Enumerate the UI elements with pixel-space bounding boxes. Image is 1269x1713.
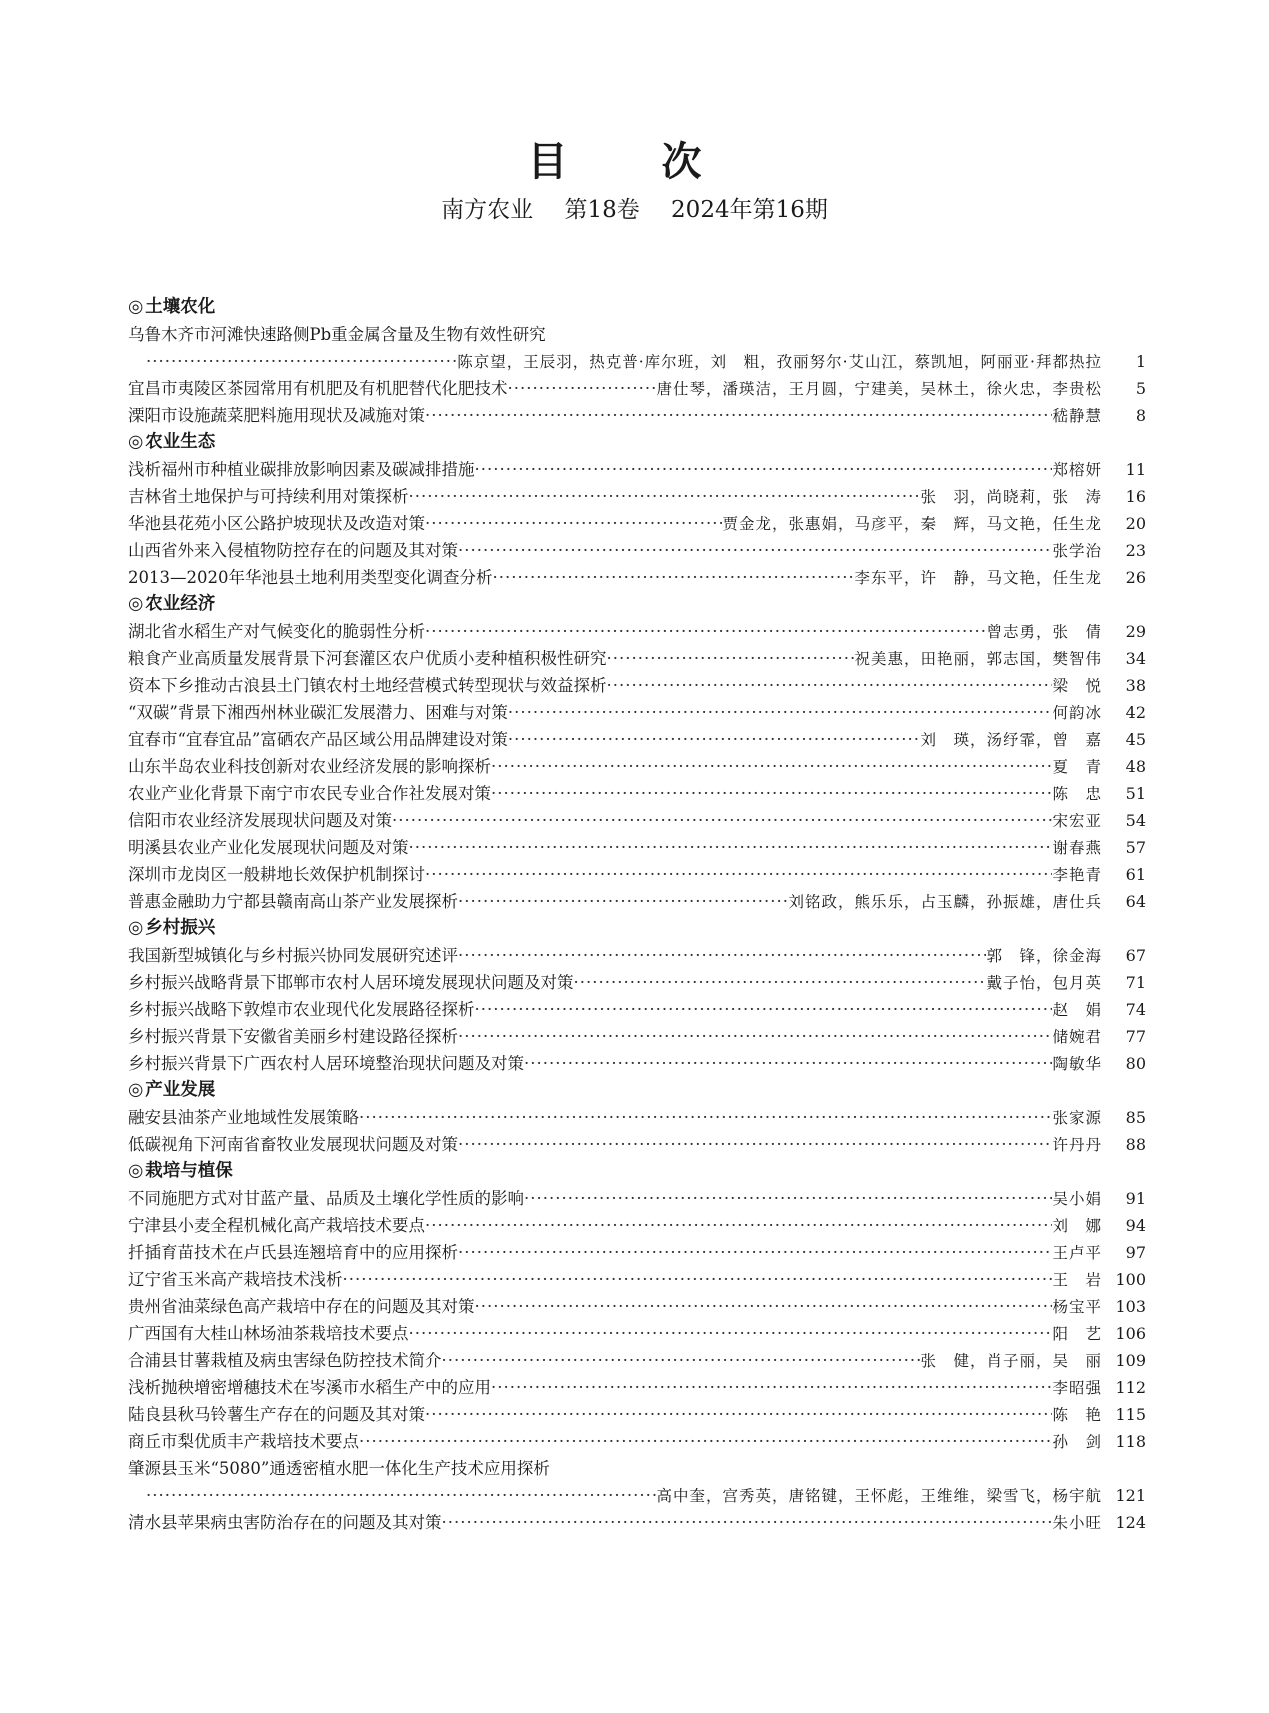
toc-entry[interactable] xyxy=(128,456,1146,483)
section-marker: ◎ xyxy=(128,1161,144,1181)
page-number[interactable]: 118 xyxy=(1115,1432,1146,1451)
article-title[interactable]: 浅析抛秧增密增穗技术在岑溪市水稻生产中的应用 xyxy=(128,1378,491,1397)
page-number[interactable]: 29 xyxy=(1125,622,1146,641)
toc-entry[interactable] xyxy=(128,348,1146,375)
article-title[interactable]: 粮食产业高质量发展背景下河套灌区农户优质小麦种植积极性研究 xyxy=(128,649,607,668)
leader-dots xyxy=(425,861,1052,888)
toc-entry[interactable] xyxy=(128,726,1146,753)
article-authors: 赵 娟 xyxy=(1052,1001,1102,1019)
article-title[interactable]: 资本下乡推动古浪县土门镇农村土地经营模式转型现状与效益探析 xyxy=(128,676,607,695)
article-title[interactable]: 乡村振兴背景下广西农村人居环境整治现状问题及对策 xyxy=(128,1054,524,1073)
leader-dots xyxy=(409,483,921,510)
page-number[interactable]: 106 xyxy=(1115,1324,1146,1343)
article-authors: 阳 艺 xyxy=(1052,1325,1102,1343)
journal-info xyxy=(0,195,1269,225)
article-authors: 杨宝平 xyxy=(1052,1298,1102,1316)
article-authors: 戴子怡，包月英 xyxy=(986,974,1102,992)
article-authors: 陶敏华 xyxy=(1052,1055,1102,1073)
toc-entry[interactable] xyxy=(128,1266,1146,1293)
page-number[interactable]: 124 xyxy=(1115,1513,1146,1532)
toc-entry[interactable] xyxy=(128,1239,1146,1266)
page-title: 目 次 xyxy=(527,139,742,185)
article-title[interactable]: 宜春市“宜春宜品”富硒农产品区域公用品牌建设对策 xyxy=(128,730,508,749)
leader-dots xyxy=(607,645,855,672)
page-number[interactable]: 38 xyxy=(1125,676,1146,695)
toc-entry[interactable] xyxy=(128,807,1146,834)
leader-dots xyxy=(492,564,854,591)
toc-entry[interactable] xyxy=(128,1428,1146,1455)
article-title[interactable]: 宜昌市夷陵区茶园常用有机肥及有机肥替代化肥技术 xyxy=(128,379,508,398)
article-authors: 张学治 xyxy=(1052,542,1102,560)
leader-dots xyxy=(607,672,1053,699)
toc-entry[interactable] xyxy=(128,699,1146,726)
article-authors: 祝美惠，田艳丽，郭志国，樊智伟 xyxy=(854,650,1102,668)
toc-entry[interactable] xyxy=(128,1185,1146,1212)
section-heading xyxy=(128,591,1146,618)
leader-dots xyxy=(458,888,788,915)
article-authors: 陈京望，王辰羽，热克普·库尔班，刘 粗，孜丽努尔·艾山江，蔡凯旭，阿丽亚·拜都热拉 xyxy=(457,353,1102,371)
article-title[interactable]: 2013—2020年华池县土地利用类型变化调查分析 xyxy=(128,568,493,587)
article-authors: 张 健，肖子丽，吴 丽 xyxy=(920,1352,1102,1370)
page-number[interactable]: 88 xyxy=(1125,1135,1146,1154)
page-number[interactable]: 64 xyxy=(1125,892,1146,911)
leader-dots xyxy=(343,1266,1053,1293)
toc-entry[interactable] xyxy=(128,537,1146,564)
toc-entry[interactable] xyxy=(128,780,1146,807)
article-authors: 宋宏亚 xyxy=(1052,812,1102,830)
article-title[interactable]: 低碳视角下河南省畜牧业发展现状问题及对策 xyxy=(128,1135,458,1154)
article-title[interactable]: “双碳”背景下湘西州林业碳汇发展潜力、困难与对策 xyxy=(128,703,508,722)
leader-dots xyxy=(508,726,921,753)
toc-entry[interactable] xyxy=(128,1374,1146,1401)
section-title: 乡村振兴 xyxy=(145,918,216,938)
page-number[interactable]: 94 xyxy=(1125,1216,1146,1235)
article-authors: 王 岩 xyxy=(1052,1271,1102,1289)
article-authors: 梁 悦 xyxy=(1052,677,1102,695)
leader-dots xyxy=(425,1212,1052,1239)
page-number[interactable]: 48 xyxy=(1125,757,1146,776)
toc-entry[interactable] xyxy=(128,834,1146,861)
page-number[interactable]: 20 xyxy=(1125,514,1146,533)
article-authors: 李东平，许 静，马文艳，任生龙 xyxy=(854,569,1102,587)
article-authors: 李昭强 xyxy=(1052,1379,1102,1397)
volume-number: 第18卷 xyxy=(564,197,640,223)
leader-dots xyxy=(425,402,1052,429)
page-number[interactable]: 5 xyxy=(1135,379,1146,398)
toc-entry[interactable] xyxy=(128,618,1146,645)
article-authors: 李艳青 xyxy=(1052,866,1102,884)
article-authors: 谢春燕 xyxy=(1052,839,1102,857)
page-number[interactable]: 109 xyxy=(1115,1351,1146,1370)
section-heading xyxy=(128,1077,1146,1104)
article-title[interactable]: 辽宁省玉米高产栽培技术浅析 xyxy=(128,1270,343,1289)
article-title[interactable]: 融安县油茶产业地域性发展策略 xyxy=(128,1108,359,1127)
table-of-contents xyxy=(128,294,1146,1536)
page-number[interactable]: 23 xyxy=(1125,541,1146,560)
article-title[interactable]: 乡村振兴战略背景下邯郸市农村人居环境发展现状问题及对策 xyxy=(128,973,574,992)
toc-entry[interactable] xyxy=(128,1131,1146,1158)
page-number[interactable]: 67 xyxy=(1125,946,1146,965)
leader-dots xyxy=(409,1320,1053,1347)
section-heading xyxy=(128,294,1146,321)
page-number[interactable]: 112 xyxy=(1115,1378,1146,1397)
article-authors: 曾志勇，张 倩 xyxy=(986,623,1102,641)
article-title[interactable]: 湖北省水稻生产对气候变化的脆弱性分析 xyxy=(128,622,425,641)
leader-dots xyxy=(491,1374,1052,1401)
page-number[interactable]: 42 xyxy=(1125,703,1146,722)
page-number[interactable]: 85 xyxy=(1125,1108,1146,1127)
section-heading xyxy=(128,915,1146,942)
section-marker: ◎ xyxy=(128,432,144,452)
article-title[interactable]: 山西省外来入侵植物防控存在的问题及其对策 xyxy=(128,541,458,560)
leader-dots xyxy=(425,618,986,645)
leader-dots xyxy=(359,1104,1052,1131)
toc-entry[interactable] xyxy=(128,510,1146,537)
article-title[interactable]: 陆良县秋马铃薯生产存在的问题及其对策 xyxy=(128,1405,425,1424)
article-title[interactable]: 贵州省油菜绿色高产栽培中存在的问题及其对策 xyxy=(128,1297,475,1316)
article-authors: 张家源 xyxy=(1052,1109,1102,1127)
toc-entry[interactable] xyxy=(128,1212,1146,1239)
page-number[interactable]: 91 xyxy=(1125,1189,1146,1208)
leader-dots xyxy=(491,780,1052,807)
article-authors: 夏 青 xyxy=(1052,758,1102,776)
leader-dots xyxy=(458,1239,1052,1266)
leader-dots xyxy=(359,1428,1052,1455)
article-authors: 郭 锋，徐金海 xyxy=(986,947,1102,965)
article-authors: 贾金龙，张惠娟，马彦平，秦 辉，马文艳，任生龙 xyxy=(722,515,1102,533)
toc-entry[interactable] xyxy=(128,888,1146,915)
article-title[interactable]: 乌鲁木齐市河滩快速路侧Pb重金属含量及生物有效性研究 xyxy=(128,325,546,344)
article-title[interactable]: 信阳市农业经济发展现状问题及对策 xyxy=(128,811,392,830)
article-title[interactable]: 明溪县农业产业化发展现状问题及对策 xyxy=(128,838,409,857)
toc-entry-title-line[interactable] xyxy=(128,321,1146,348)
article-authors: 郑榕妍 xyxy=(1052,461,1102,479)
article-authors: 孙 剑 xyxy=(1052,1433,1102,1451)
leader-dots xyxy=(458,1023,1052,1050)
toc-entry[interactable] xyxy=(128,996,1146,1023)
toc-entry[interactable] xyxy=(128,969,1146,996)
page-number[interactable]: 26 xyxy=(1125,568,1146,587)
toc-entry[interactable] xyxy=(128,753,1146,780)
article-title[interactable]: 宁津县小麦全程机械化高产栽培技术要点 xyxy=(128,1216,425,1235)
page-number[interactable]: 34 xyxy=(1125,649,1146,668)
leader-dots xyxy=(458,1131,1052,1158)
article-title[interactable]: 乡村振兴战略下敦煌市农业现代化发展路径探析 xyxy=(128,1000,475,1019)
leader-dots xyxy=(574,969,987,996)
article-title[interactable]: 广西国有大桂山林场油茶栽培技术要点 xyxy=(128,1324,409,1343)
article-authors: 陈 艳 xyxy=(1052,1406,1102,1424)
toc-entry[interactable] xyxy=(128,942,1146,969)
section-heading xyxy=(128,429,1146,456)
page-number[interactable]: 11 xyxy=(1125,460,1146,479)
toc-entry[interactable] xyxy=(128,1104,1146,1131)
article-authors: 刘铭政，熊乐乐，占玉麟，孙振雄，唐仕兵 xyxy=(788,893,1102,911)
toc-entry[interactable] xyxy=(128,1482,1146,1509)
toc-entry[interactable] xyxy=(128,402,1146,429)
toc-entry[interactable] xyxy=(128,645,1146,672)
toc-entry[interactable] xyxy=(128,672,1146,699)
section-title: 农业经济 xyxy=(145,594,216,614)
leader-dots xyxy=(409,834,1053,861)
article-title[interactable]: 浅析福州市种植业碳排放影响因素及碳减排措施 xyxy=(128,460,475,479)
article-authors: 王卢平 xyxy=(1052,1244,1102,1262)
article-title[interactable]: 农业产业化背景下南宁市农民专业合作社发展对策 xyxy=(128,784,491,803)
leader-dots xyxy=(146,348,457,375)
leader-dots xyxy=(442,1347,921,1374)
toc-entry[interactable] xyxy=(128,564,1146,591)
leader-dots xyxy=(458,942,986,969)
page-number[interactable]: 77 xyxy=(1125,1027,1146,1046)
article-title[interactable]: 商丘市梨优质丰产栽培技术要点 xyxy=(128,1432,359,1451)
article-authors: 朱小旺 xyxy=(1052,1514,1102,1532)
page-number[interactable]: 74 xyxy=(1125,1000,1146,1019)
section-heading xyxy=(128,1158,1146,1185)
leader-dots xyxy=(508,375,657,402)
leader-dots xyxy=(491,753,1052,780)
article-authors: 许丹丹 xyxy=(1052,1136,1102,1154)
leader-dots xyxy=(442,1509,1053,1536)
article-authors: 刘 娜 xyxy=(1052,1217,1102,1235)
page-number[interactable]: 115 xyxy=(1115,1405,1146,1424)
page-number[interactable]: 121 xyxy=(1115,1486,1146,1505)
article-authors: 陈 忠 xyxy=(1052,785,1102,803)
leader-dots xyxy=(508,699,1053,726)
section-marker: ◎ xyxy=(128,1080,144,1100)
toc-entry[interactable] xyxy=(128,1347,1146,1374)
page-number[interactable]: 103 xyxy=(1115,1297,1146,1316)
page-number[interactable]: 45 xyxy=(1125,730,1146,749)
article-title[interactable]: 普惠金融助力宁都县赣南高山茶产业发展探析 xyxy=(128,892,458,911)
page-number[interactable]: 97 xyxy=(1125,1243,1146,1262)
toc-entry-title-line[interactable] xyxy=(128,1455,1146,1482)
toc-entry[interactable] xyxy=(128,1401,1146,1428)
page-number[interactable]: 1 xyxy=(1135,352,1146,371)
page-number[interactable]: 61 xyxy=(1125,865,1146,884)
leader-dots xyxy=(146,1482,656,1509)
leader-dots xyxy=(458,537,1052,564)
page-number[interactable]: 54 xyxy=(1125,811,1146,830)
article-authors: 储婉君 xyxy=(1052,1028,1102,1046)
article-title[interactable]: 乡村振兴背景下安徽省美丽乡村建设路径探析 xyxy=(128,1027,458,1046)
leader-dots xyxy=(475,996,1053,1023)
article-authors: 高中奎，宫秀英，唐铭键，王怀彪，王维维，梁雪飞，杨宇航 xyxy=(656,1487,1102,1505)
toc-entry[interactable] xyxy=(128,1050,1146,1077)
page-number[interactable]: 16 xyxy=(1125,487,1146,506)
article-authors: 嵇静慧 xyxy=(1052,407,1102,425)
section-marker: ◎ xyxy=(128,297,144,317)
article-title[interactable]: 肇源县玉米“5080”通透密植水肥一体化生产技术应用探析 xyxy=(128,1459,550,1478)
article-title[interactable]: 不同施肥方式对甘蓝产量、品质及土壤化学性质的影响 xyxy=(128,1189,524,1208)
article-title[interactable]: 深圳市龙岗区一般耕地长效保护机制探讨 xyxy=(128,865,425,884)
article-title[interactable]: 山东半岛农业科技创新对农业经济发展的影响探析 xyxy=(128,757,491,776)
section-title: 土壤农化 xyxy=(145,297,216,317)
section-marker: ◎ xyxy=(128,918,144,938)
article-title[interactable]: 溧阳市设施蔬菜肥料施用现状及减施对策 xyxy=(128,406,425,425)
toc-entry[interactable] xyxy=(128,1320,1146,1347)
article-title[interactable]: 我国新型城镇化与乡村振兴协同发展研究述评 xyxy=(128,946,458,965)
page-number[interactable]: 57 xyxy=(1125,838,1146,857)
page-number[interactable]: 51 xyxy=(1125,784,1146,803)
page-number[interactable]: 8 xyxy=(1135,406,1146,425)
leader-dots xyxy=(425,510,722,537)
article-authors: 张 羽，尚晓莉，张 涛 xyxy=(920,488,1102,506)
leader-dots xyxy=(475,1293,1053,1320)
leader-dots xyxy=(524,1050,1052,1077)
article-title[interactable]: 合浦县甘薯栽植及病虫害绿色防控技术简介 xyxy=(128,1351,442,1370)
leader-dots xyxy=(392,807,1052,834)
article-authors: 唐仕琴，潘瑛洁，王月圆，宁建美，吴林土，徐火忠，李贵松 xyxy=(656,380,1102,398)
article-title[interactable]: 华池县花苑小区公路护坡现状及改造对策 xyxy=(128,514,425,533)
toc-entry[interactable] xyxy=(128,483,1146,510)
leader-dots xyxy=(425,1401,1052,1428)
toc-entry[interactable] xyxy=(128,1023,1146,1050)
article-title[interactable]: 吉林省土地保护与可持续利用对策探析 xyxy=(128,487,409,506)
toc-entry[interactable] xyxy=(128,1509,1146,1536)
section-title: 栽培与植保 xyxy=(145,1161,233,1181)
section-marker: ◎ xyxy=(128,594,144,614)
article-title[interactable]: 清水县苹果病虫害防治存在的问题及其对策 xyxy=(128,1513,442,1532)
article-authors: 何韵冰 xyxy=(1052,704,1102,722)
leader-dots xyxy=(475,456,1053,483)
page-number[interactable]: 100 xyxy=(1115,1270,1146,1289)
article-authors: 吴小娟 xyxy=(1052,1190,1102,1208)
toc-entry[interactable] xyxy=(128,375,1146,402)
page-number[interactable]: 71 xyxy=(1125,973,1146,992)
issue-number: 2024年第16期 xyxy=(671,197,828,223)
leader-dots xyxy=(524,1185,1052,1212)
page-number[interactable]: 80 xyxy=(1125,1054,1146,1073)
toc-entry[interactable] xyxy=(128,1293,1146,1320)
article-authors: 刘 瑛，汤纾霏，曾 嘉 xyxy=(920,731,1102,749)
section-title: 产业发展 xyxy=(145,1080,216,1100)
section-title: 农业生态 xyxy=(145,432,216,452)
journal-name: 南方农业 xyxy=(441,197,534,223)
article-title[interactable]: 扦插育苗技术在卢氏县连翘培育中的应用探析 xyxy=(128,1243,458,1262)
toc-entry[interactable] xyxy=(128,861,1146,888)
